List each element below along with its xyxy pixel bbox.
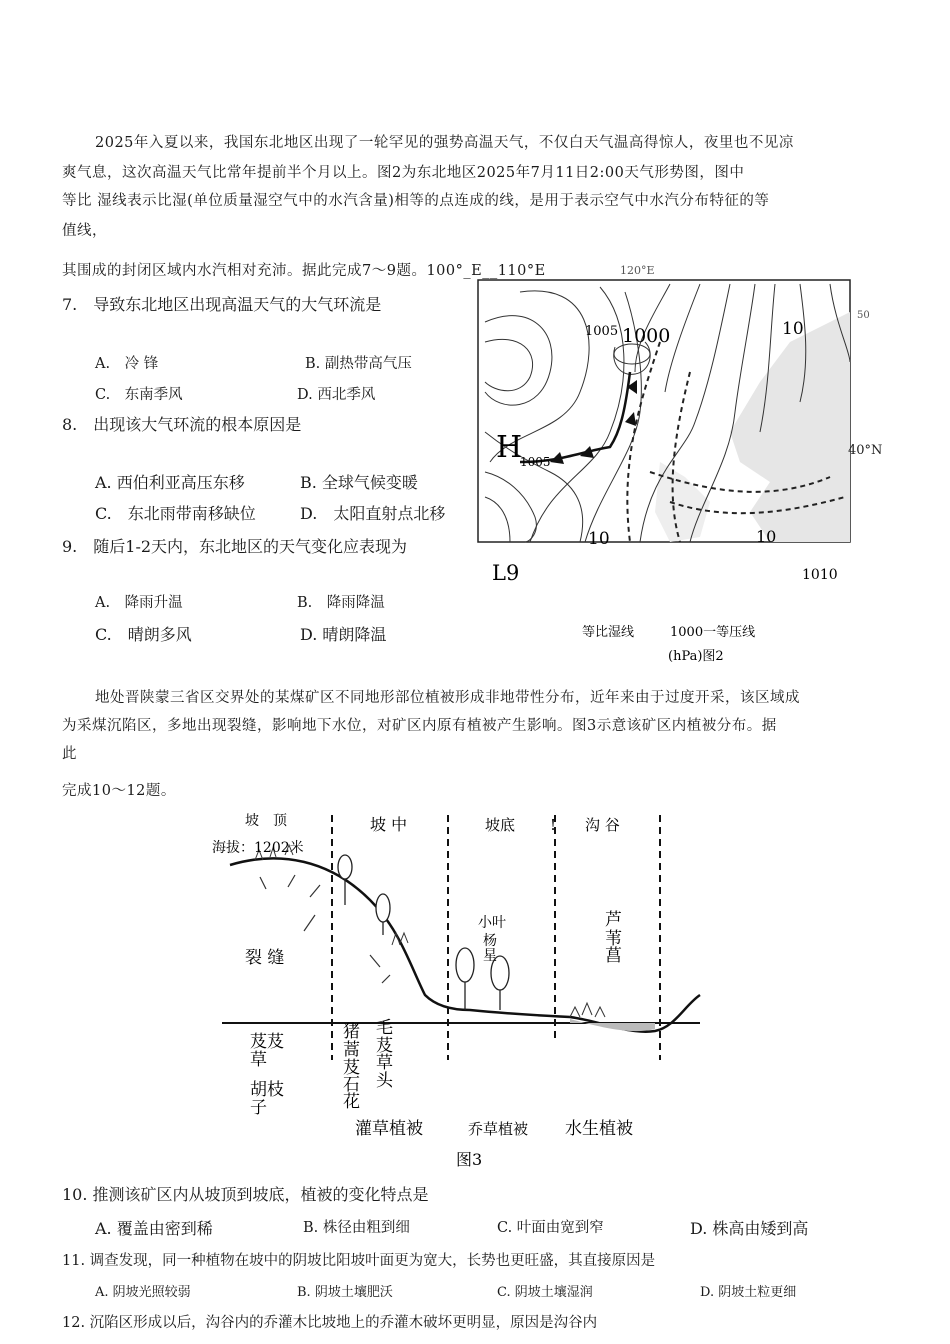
label-cao1: 草 — [250, 1050, 267, 1070]
isobar-10-label-b: 10 — [588, 529, 610, 549]
figure3-caption: 图3 — [456, 1150, 483, 1169]
q11-option-b: B. 阴坡土壤肥沃 — [297, 1285, 393, 1300]
q10-option-d: D. 株高由矮到高 — [690, 1219, 809, 1238]
lat-50-label: 50 — [857, 310, 870, 321]
label-xiaoye: 小叶 — [478, 915, 506, 931]
isobar-1010-label: 1010 — [802, 567, 838, 583]
passage2-line4: 完成10～12题。 — [62, 783, 176, 799]
lon-120-label: 120°E — [620, 264, 655, 277]
label-ji1: 芨芨 — [250, 1032, 284, 1052]
label-slope-bottom: 坡底 — [485, 816, 516, 834]
q7-option-d: D. 西北季风 — [297, 387, 376, 403]
label-crack: 裂 缝 — [245, 948, 285, 968]
isobar-1005-label-b: 1005 — [520, 455, 551, 469]
isobar-1000-label: 1000 — [622, 325, 671, 347]
figure2-caption: (hPa)图2 — [668, 649, 724, 662]
label-water: 水生植被 — [565, 1119, 633, 1139]
q7-option-a: A. 冷 锋 — [95, 356, 159, 372]
q8-stem: 8. 出现该大气环流的根本原因是 — [62, 415, 302, 434]
passage1-line4: 值线， — [62, 223, 107, 239]
passage2-line3: 此 — [62, 746, 77, 762]
passage2-line2: 为采煤沉陷区，多地出现裂缝，影响地下水位，对矿区内原有植被产生影响。图3示意该矿区内植被分布。据 — [62, 718, 777, 734]
q11-option-a: A. 阴坡光照较弱 — [95, 1285, 191, 1300]
q7-option-c: C. 东南季风 — [95, 387, 183, 403]
q7-option-b: B. 副热带高气压 — [305, 356, 412, 372]
vegetation-profile-figure — [200, 805, 720, 1175]
label-shrub: 灌草植被 — [355, 1119, 423, 1139]
legend-pressure-label: 1000一等压线 — [670, 625, 756, 640]
q11-option-d: D. 阴坡土粒更细 — [700, 1285, 797, 1300]
label-tree: 乔草植被 — [468, 1120, 529, 1138]
label-slope-top: 坡 顶 — [245, 813, 287, 829]
label-hua: 花 — [343, 1092, 360, 1112]
grass-icons — [255, 845, 605, 1017]
label-ji2: 芨 — [343, 1058, 360, 1078]
legend-humidity-label: 等比湿线 — [582, 625, 635, 640]
q12-stem: 12. 沉陷区形成以后，沟谷内的乔灌木比坡地上的乔灌木破坏更明显，原因是沟谷内 — [62, 1315, 598, 1331]
q11-stem: 11. 调查发现，同一种植物在坡中的阴坡比阳坡叶面更为宽大，长势也更旺盛，其直接原因是 — [62, 1253, 656, 1269]
q7-stem: 7. 导致东北地区出现高温天气的大气环流是 — [62, 295, 382, 314]
label-lu: 芦 — [605, 910, 622, 930]
q8-option-c: C. 东北雨带南移缺位 — [95, 504, 256, 523]
isobar-10-label-c: 10 — [756, 527, 777, 546]
q8-option-b: B. 全球气候变暖 — [300, 473, 418, 492]
q10-stem: 10. 推测该矿区内从坡顶到坡底，植被的变化特点是 — [62, 1185, 429, 1204]
passage1-line5: 其围成的封闭区域内水汽相对充沛。据此完成7～9题。100°_E__110°E — [62, 263, 546, 279]
label-gully: 沟 谷 — [585, 816, 620, 834]
low-pressure-label: L9 — [492, 561, 520, 585]
q9-option-d: D. 晴朗降温 — [300, 625, 387, 644]
q8-option-a: A. 西伯利亚高压东移 — [95, 473, 245, 492]
passage1-line2: 爽气息，这次高温天气比常年提前半个月以上。图2为东北地区2025年7月11日2:00天气形势图，图中 — [62, 165, 745, 181]
q11-option-c: C. 阴坡土壤湿润 — [497, 1285, 593, 1300]
label-mao: 毛 — [376, 1018, 393, 1038]
q9-option-a: A. 降雨升温 — [95, 595, 183, 611]
passage1-line3: 等比 湿线表示比湿(单位质量湿空气中的水汽含量)相等的点连成的线，是用于表示空气中水汽分布特征的等 — [62, 193, 770, 209]
label-altitude: 海拔：1202米 — [212, 840, 304, 856]
label-xing: 星 — [483, 948, 497, 964]
weather-map-figure — [470, 262, 890, 662]
isobar-1005-label-a: 1005 — [585, 324, 619, 339]
label-ji3: 芨 — [376, 1036, 393, 1056]
label-zhu: 猪 — [343, 1022, 360, 1042]
label-chang: 菖 — [605, 946, 622, 966]
q10-option-b: B. 株径由粗到细 — [303, 1220, 410, 1236]
label-hao: 蒿 — [343, 1040, 360, 1060]
q9-stem: 9. 随后1-2天内，东北地区的天气变化应表现为 — [62, 537, 408, 556]
q9-option-c: C. 晴朗多风 — [95, 625, 192, 644]
q10-option-c: C. 叶面由宽到窄 — [497, 1220, 604, 1236]
lat-40-label: 40°N — [848, 443, 883, 458]
label-wei: 苇 — [605, 929, 622, 949]
passage2-line1: 地处晋陕蒙三省区交界处的某煤矿区不同地形部位植被形成非地带性分布，近年来由于过度开采，该区域成 — [95, 690, 800, 706]
isobar-10-label-a: 10 — [782, 319, 804, 339]
label-slope-mid: 坡 中 — [370, 815, 408, 834]
label-hu: 胡枝 — [250, 1080, 284, 1100]
passage1-line1: 2025年入夏以来，我国东北地区出现了一轮罕见的强势高温天气，不仅白天气温高得惊人，夜里也不见凉 — [95, 135, 794, 151]
label-yang: 杨 — [483, 933, 497, 949]
q8-option-d: D. 太阳直射点北移 — [300, 504, 446, 523]
label-zi: 子 — [250, 1098, 267, 1118]
label-cao2: 草 — [376, 1053, 393, 1073]
label-excl: ! — [550, 816, 557, 834]
water-area — [570, 1019, 655, 1031]
label-shi: 石 — [343, 1075, 360, 1095]
high-pressure-label: H — [496, 430, 523, 465]
q9-option-b: B. 降雨降温 — [297, 595, 385, 611]
label-tou: 头 — [376, 1071, 393, 1091]
q10-option-a: A. 覆盖由密到稀 — [95, 1219, 213, 1238]
